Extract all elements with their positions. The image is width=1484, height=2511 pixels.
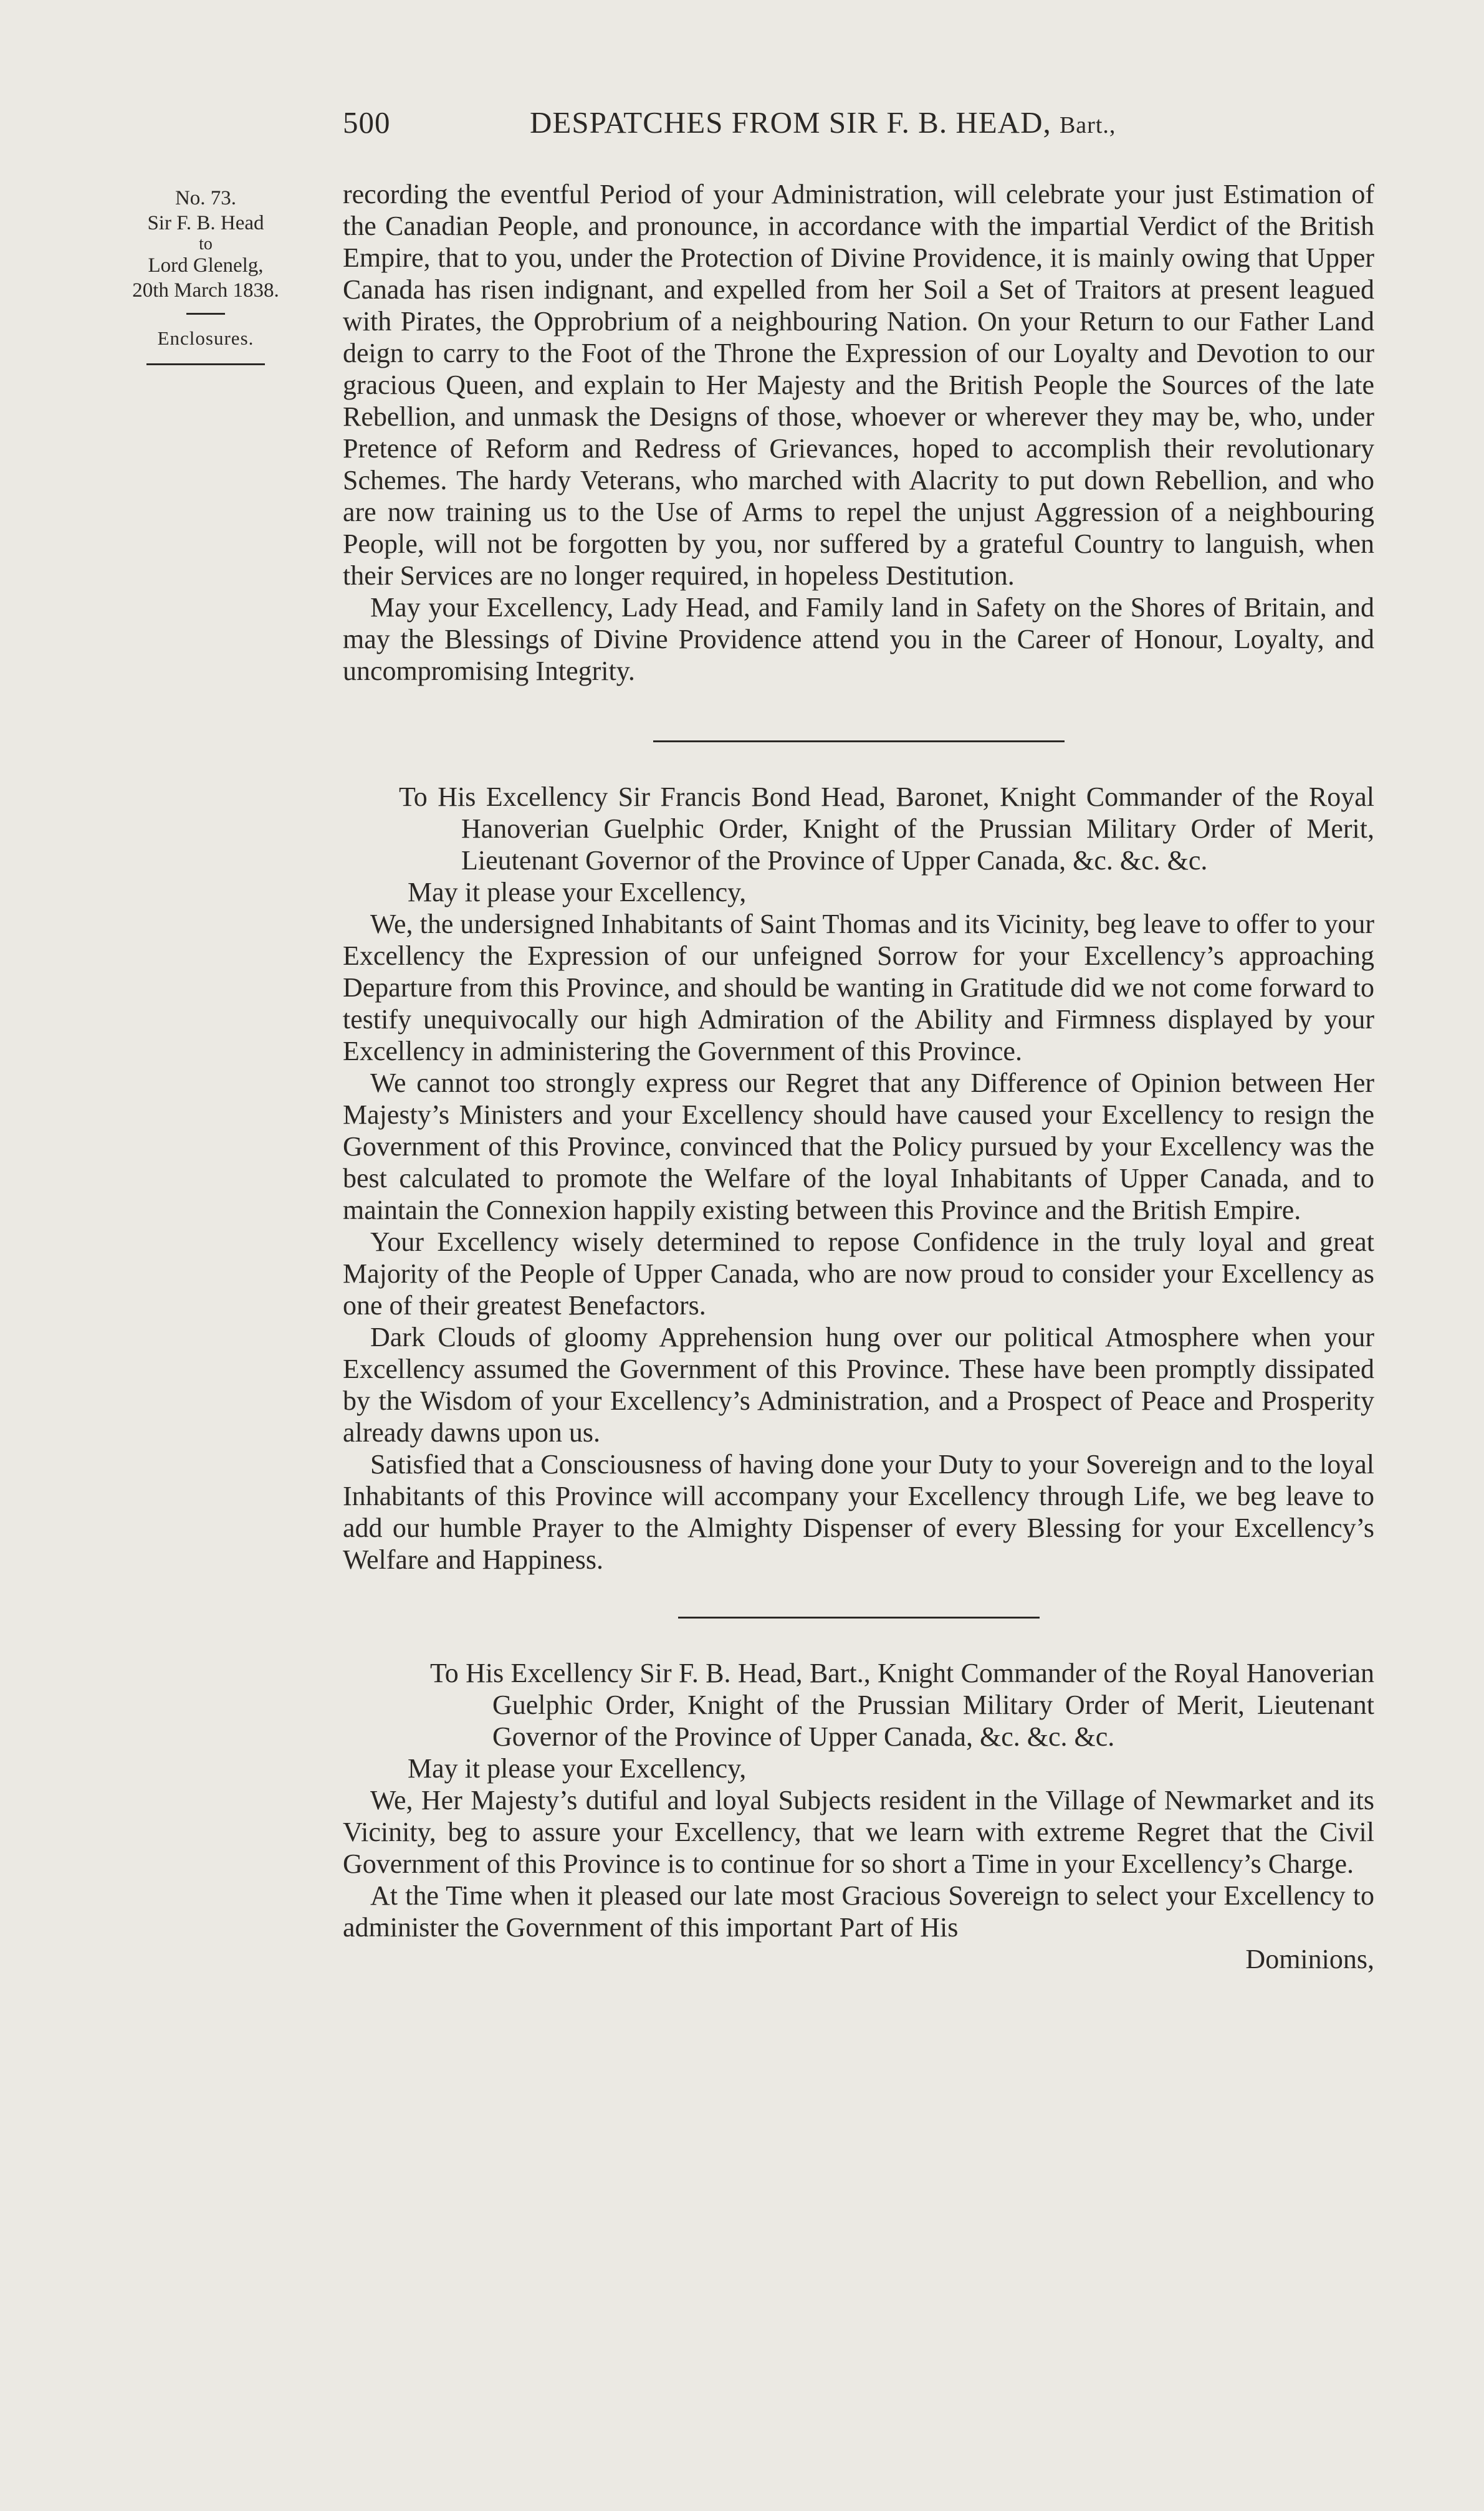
body-text <box>343 178 1374 1975</box>
margin-note <box>81 186 330 365</box>
paragraph: We, the undersigned Inhabitants of Saint Thomas and its Vicinity, beg leave to offer to your Excellency the Expression of our unfeigned Sorrow for your Excellency’s approaching Departure from this Province, and should be wanting in Gratitude did we not come forward to testify unequivocally our high Admiration of the Ability and Firmness displayed by your Excellency in administering the Government of this Province. <box>343 909 1374 1066</box>
paragraph: We, Her Majesty’s dutiful and loyal Subjects resident in the Village of Newmarket and its Vicinity, beg to assure your Excellency, that we learn with extreme Regret that the Civil Government of this Province is to continue for so short a Time in your Excellency’s Charge. <box>343 1785 1374 1879</box>
paragraph: Your Excellency wisely determined to repose Confidence in the truly loyal and great Majority of the People of Upper Canada, who are now proud to consider your Excellency as one of their greatest Benefactors. <box>343 1227 1374 1321</box>
margin-dash <box>186 313 225 315</box>
section-separator <box>653 740 1065 742</box>
salutation: May it please your Excellency, <box>408 877 747 907</box>
running-header <box>343 105 1377 140</box>
paragraph: May your Excellency, Lady Head, and Family land in Safety on the Shores of Britain, and may the Blessings of Divine Providence attend you in the Career of Honour, Loyalty, and uncompromising Integrity. <box>343 592 1374 686</box>
paragraph: recording the eventful Period of your Administration, will celebrate your just Estimation of the Canadian People, and pronounce, in accordance with the impartial Verdict of the British Empire, that to you, under the Protection of Divine Providence, it is mainly owing that Upper Canada has risen indignant, and expelled from her Soil a Set of Traitors at present leagued with Pirates, the Opprobrium of a neighbouring Nation. On your Return to our Father Land deign to carry to the Foot of the Throne the Expression of our Loyalty and Devotion to our gracious Queen, and explain to Her Majesty and the British People the Sources of the late Rebellion, and unmask the Designs of those, whoever or wherever they may be, who, under Pretence of Reform and Redress of Grievances, hoped to accomplish their revolutionary Schemes. The hardy Veterans, who marched with Alacrity to put down Rebellion, and who are now training us to the Use of Arms to repel the unjust Aggression of a neighbouring People, will not be forgotten by you, nor suffered by a grateful Country to languish, when their Services are no longer required, in hopeless Destitution. <box>343 179 1374 591</box>
despatch-date: 20th March 1838. <box>132 279 279 302</box>
section-separator <box>678 1617 1040 1619</box>
running-title-suffix: Bart., <box>1059 112 1116 138</box>
despatch-sender: Sir F. B. Head <box>147 212 264 234</box>
catchword: Dominions, <box>1245 1944 1374 1974</box>
paragraph: Dark Clouds of gloomy Apprehension hung over our political Atmosphere when your Excellency assumed the Government of this Province. These have been promptly dissipated by the Wisdom of your Excellency’s Administration, and a Prospect of Peace and Prosperity already dawns upon us. <box>343 1322 1374 1448</box>
enclosures-label: Enclosures. <box>157 327 254 349</box>
paragraph: Satisfied that a Consciousness of having done your Duty to your Sovereign and to the loyal Inhabitants of this Province will accompany your Excellency through Life, we beg leave to add our humble Prayer to the Almighty Dispenser of every Blessing for your Excellency’s Welfare and Happiness. <box>343 1449 1374 1575</box>
despatch-number: No. 73. <box>175 187 237 209</box>
paragraph: At the Time when it pleased our late most Gracious Sovereign to select your Excellency to administer the Government of this important Part of His <box>343 1880 1374 1943</box>
despatch-recipient: Lord Glenelg, <box>148 254 264 277</box>
margin-rule <box>146 363 265 365</box>
page-number: 500 <box>343 105 391 140</box>
salutation: May it please your Excellency, <box>408 1753 747 1784</box>
paragraph: We cannot too strongly express our Regret that any Difference of Opinion between Her Majesty’s Ministers and your Excellency should have caused your Excellency to resign the Government of this Province, convinced that the Policy pursued by your Excellency was the best calculated to promote the Welfare of the loyal Inhabitants of Upper Canada, and to maintain the Connexion happily existing between this Province and the British Empire. <box>343 1068 1374 1225</box>
despatch-to: to <box>199 234 213 254</box>
address-heading: To His Excellency Sir Francis Bond Head, Baronet, Knight Commander of the Royal Hanoverian Guelphic Order, Knight of the Prussian Military Order of Merit, Lieutenant Governor of the Province of Upper Canada, &c. &c. &c. <box>399 782 1374 876</box>
running-title: DESPATCHES FROM SIR F. B. HEAD, <box>530 105 1060 140</box>
address-heading: To His Excellency Sir F. B. Head, Bart., Knight Commander of the Royal Hanoverian Guelphic Order, Knight of the Prussian Military Order of Merit, Lieutenant Governor of the Province of Upper Canada, &c. &c. &c. <box>430 1658 1374 1752</box>
